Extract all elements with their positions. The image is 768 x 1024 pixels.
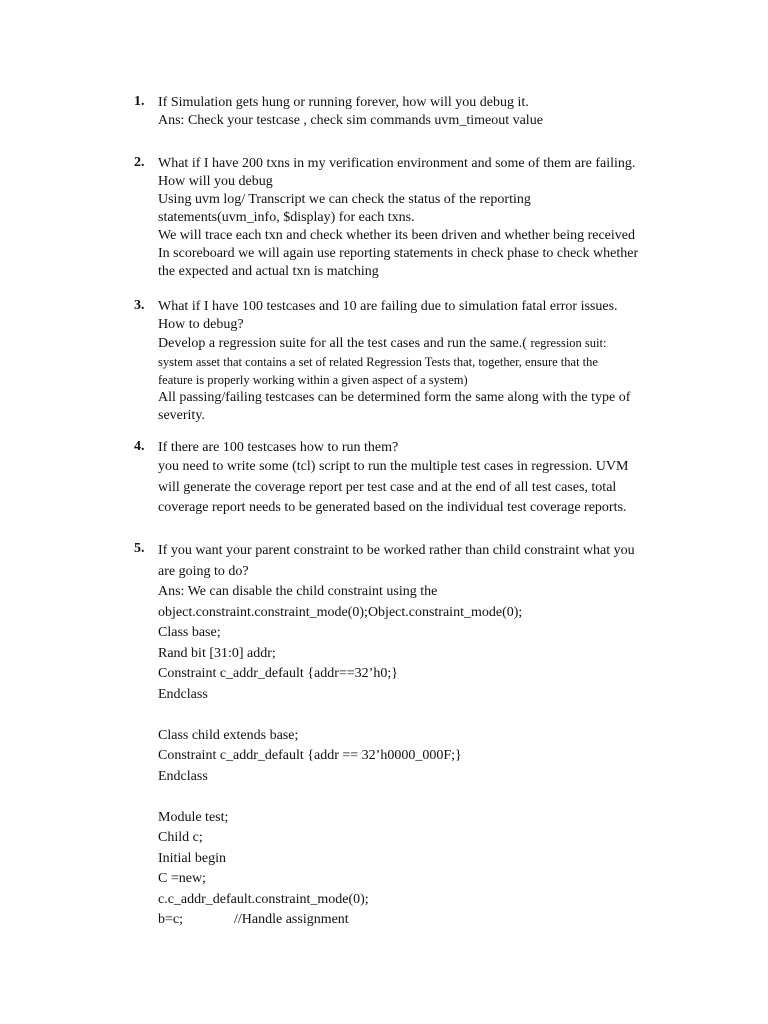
question-text: What if I have 200 txns in my verification environment and some of them are failing. xyxy=(158,156,636,171)
question-text: How to debug? xyxy=(158,317,244,332)
question-text: If there are 100 testcases how to run them? xyxy=(158,440,399,455)
code-statement: b=c; xyxy=(158,912,183,927)
question-number: 5. xyxy=(134,541,145,556)
question-body xyxy=(158,541,698,931)
code-line: Endclass xyxy=(158,768,208,784)
blank-line xyxy=(158,787,698,808)
blank-line xyxy=(158,705,698,726)
code-line: Constraint c_addr_default {addr==32’h0;} xyxy=(158,666,398,681)
answer-text: All passing/failing testcases can be determined form the same along with the type of xyxy=(158,390,631,405)
question-number: 2. xyxy=(134,155,145,170)
code-line: Initial begin xyxy=(158,850,227,866)
answer-text: We will trace each txn and check whether its been driven and whether being received xyxy=(158,228,635,243)
question-text: are going to do? xyxy=(158,563,249,579)
question-text: If Simulation gets hung or running forever, how will you debug it. xyxy=(158,95,529,110)
answer-text: feature is properly working within a given aspect of a system) xyxy=(158,373,468,387)
question-number: 4. xyxy=(134,439,145,454)
question-body xyxy=(158,439,698,519)
code-line: c.c_addr_default.constraint_mode(0); xyxy=(158,891,369,907)
question-text: How will you debug xyxy=(158,174,273,189)
code-line: C =new; xyxy=(158,871,206,886)
answer-text: the expected and actual txn is matching xyxy=(158,264,379,279)
answer-text: object.constraint.constraint_mode(0);Object.constraint_mode(0); xyxy=(158,604,523,620)
question-number: 3. xyxy=(134,298,145,313)
answer-text: severity. xyxy=(158,408,205,423)
code-line: Class base; xyxy=(158,625,221,640)
question-body xyxy=(158,94,698,130)
answer-text xyxy=(158,334,698,353)
code-line: Module test; xyxy=(158,809,229,825)
question-body xyxy=(158,155,698,281)
question-body xyxy=(158,298,698,425)
answer-text: Ans: Check your testcase , check sim commands uvm_timeout value xyxy=(158,113,543,128)
question-text: What if I have 100 testcases and 10 are failing due to simulation fatal error issues. xyxy=(158,299,618,314)
code-line: Constraint c_addr_default {addr == 32’h0000_000F;} xyxy=(158,748,462,763)
answer-text: statements(uvm_info, $display) for each txns. xyxy=(158,210,415,225)
answer-text: coverage report needs to be generated based on the individual test coverage reports. xyxy=(158,500,627,515)
code-line xyxy=(158,910,698,931)
answer-text-part: Develop a regression suite for all the test cases and run the same.( xyxy=(158,336,527,351)
answer-text: will generate the coverage report per test case and at the end of all test cases, total xyxy=(158,479,617,495)
question-text: If you want your parent constraint to be worked rather than child constraint what you xyxy=(158,543,635,558)
answer-text: you need to write some (tcl) script to run the multiple test cases in regression. UVM xyxy=(158,459,629,474)
answer-text: system asset that contains a set of related Regression Tests that, together, ensure that the xyxy=(158,355,598,369)
code-comment: //Handle assignment xyxy=(234,912,349,927)
answer-text: In scoreboard we will again use reporting statements in check phase to check whether xyxy=(158,246,639,261)
answer-text: Ans: We can disable the child constraint using the xyxy=(158,584,438,599)
code-line: Class child extends base; xyxy=(158,727,299,743)
answer-text-part: regression suit: xyxy=(530,336,607,350)
question-number: 1. xyxy=(134,94,145,109)
code-line: Rand bit [31:0] addr; xyxy=(158,645,276,661)
answer-text: Using uvm log/ Transcript we can check the status of the reporting xyxy=(158,192,531,207)
code-line: Child c; xyxy=(158,830,203,845)
code-line: Endclass xyxy=(158,686,208,702)
